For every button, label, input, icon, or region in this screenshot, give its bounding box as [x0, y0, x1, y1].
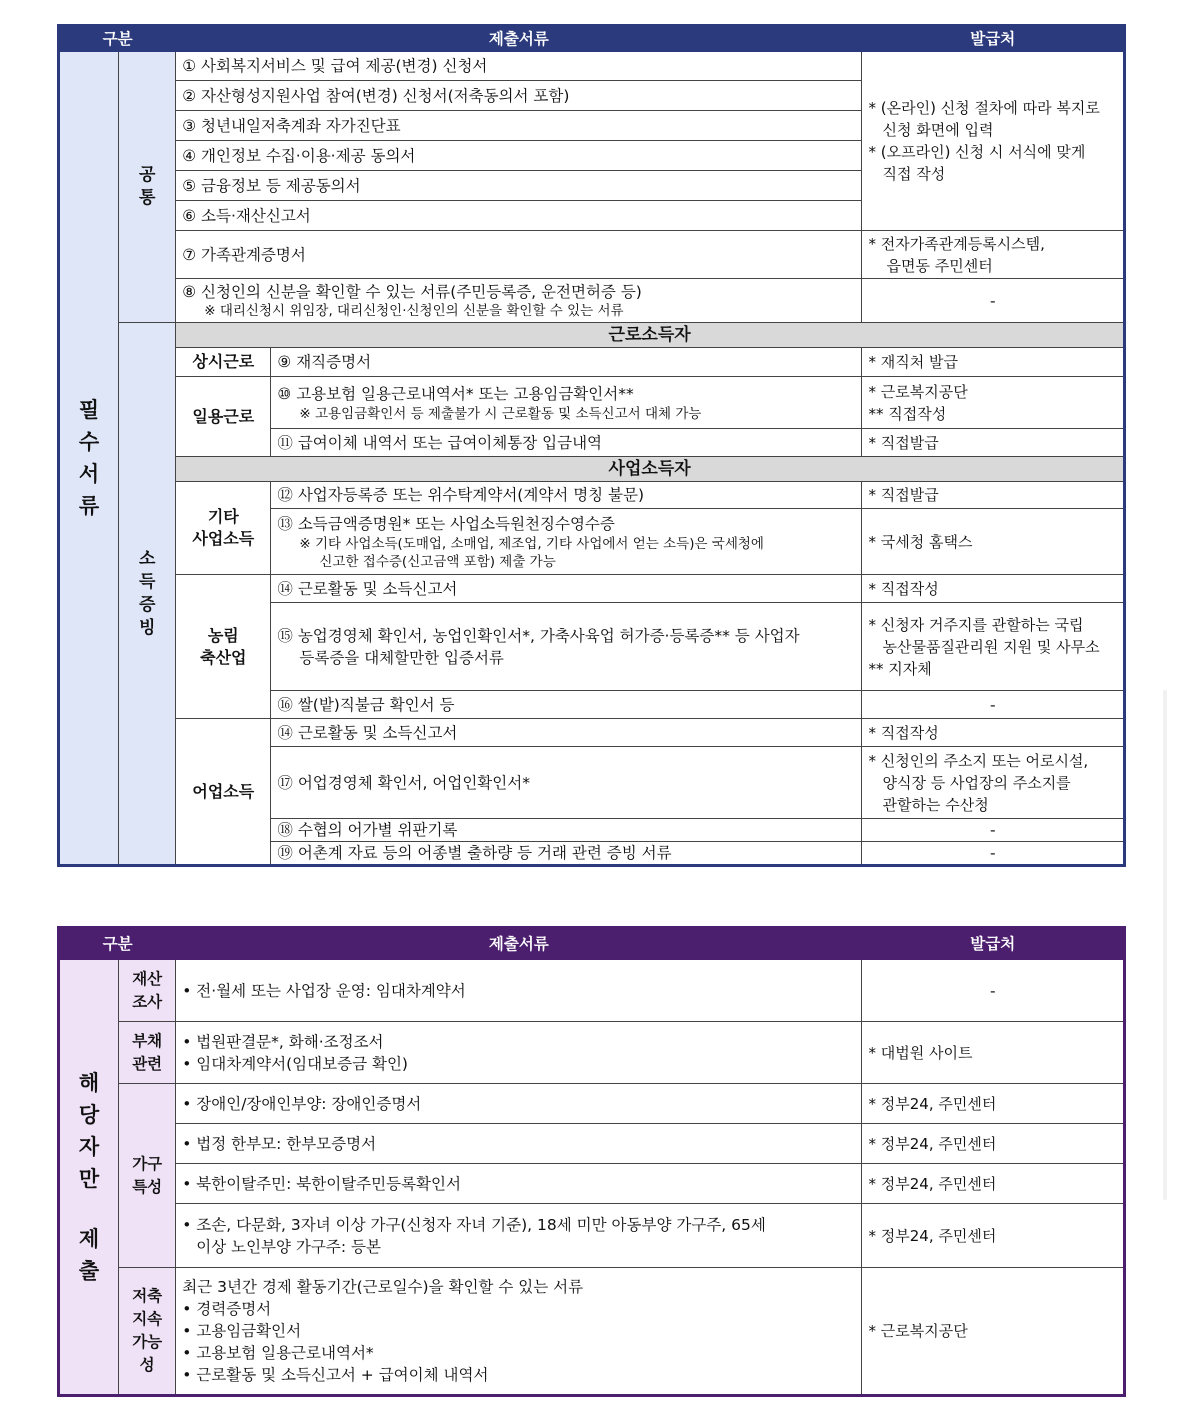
table-header: [59, 26, 1125, 52]
band-earned-income: [59, 323, 1125, 348]
doc-14-farm: ⑭ 근로활동 및 소득신고서: [271, 575, 862, 603]
category-required: 필 수 서 류: [59, 52, 119, 866]
group-farming: 농림 축산업: [176, 575, 271, 719]
issuer-13: * 국세청 홈택스: [862, 509, 1125, 575]
table-row: [59, 231, 1125, 279]
doc-family-register: • 조손, 다문화, 3자녀 이상 가구(신청자 자녀 기준), 18세 미만 아동부양 가구주, 65세 이상 노인부양 가구주: 등본: [176, 1204, 862, 1268]
issuer-17: * 신청인의 주소지 또는 어로시설, 양식장 등 사업장의 주소지를 관할하는 수산청: [862, 747, 1125, 819]
header-category: 구분: [59, 928, 176, 960]
doc-5: ⑤ 금융정보 등 제공동의서: [176, 171, 862, 201]
doc-8: ⑧ 신청인의 신분을 확인할 수 있는 서류(주민등록증, 운전면허증 등) ※ 대리신청시 위임장, 대리신청인·신청인의 신분을 확인할 수 있는 서류: [176, 279, 862, 323]
doc-6: ⑥ 소득·재산신고서: [176, 201, 862, 231]
issuer-19: -: [862, 842, 1125, 866]
doc-property: • 전·월세 또는 사업장 운영: 임대차계약서: [176, 960, 862, 1022]
issuer-16: -: [862, 691, 1125, 719]
issuer-14-fish: * 직접작성: [862, 719, 1125, 747]
table-row: [59, 1084, 1125, 1124]
doc-12: ⑫ 사업자등록증 또는 위수탁계약서(계약서 명칭 불문): [271, 482, 862, 509]
subcategory-common: 공 통: [119, 52, 176, 323]
doc-10: ⑩ 고용보험 일용근로내역서* 또는 고용임금확인서** ※ 고용임금확인서 등 제출불가 시 근로활동 및 소득신고서 대체 가능: [271, 377, 862, 429]
doc-1: ① 사회복지서비스 및 급여 제공(변경) 신청서: [176, 52, 862, 81]
issuer-family-register: * 정부24, 주민센터: [862, 1204, 1125, 1268]
issuer-defector: * 정부24, 주민센터: [862, 1164, 1125, 1204]
group-regular: 상시근로: [176, 348, 271, 377]
header-documents: 제출서류: [176, 26, 862, 52]
issuer-7: * 전자가족관계등록시스템, 읍면동 주민센터: [862, 231, 1125, 279]
doc-debt: • 법원판결문*, 화해·조정조서 • 임대차계약서(임대보증금 확인): [176, 1022, 862, 1084]
issuer-14-farm: * 직접작성: [862, 575, 1125, 603]
issuer-property: -: [862, 960, 1125, 1022]
doc-9: ⑨ 재직증명서: [271, 348, 862, 377]
table-row: [59, 960, 1125, 1022]
table-header: [59, 928, 1125, 960]
issuer-10: * 근로복지공단 ** 직접작성: [862, 377, 1125, 429]
doc-13: ⑬ 소득금액증명원* 또는 사업소득원천징수영수증 ※ 기타 사업소득(도매업, 소매업, 제조업, 기타 사업에서 얻는 소득)은 국세청에 신고한 접수증(신고금액 포함) 제출 가능: [271, 509, 862, 575]
issuer-9: * 재직처 발급: [862, 348, 1125, 377]
table-row: [59, 1204, 1125, 1268]
group-fishery: 어업소득: [176, 719, 271, 866]
table-row: [59, 279, 1125, 323]
header-documents: 제출서류: [176, 928, 862, 960]
doc-17: ⑰ 어업경영체 확인서, 어업인확인서*: [271, 747, 862, 819]
table-row: [59, 348, 1125, 377]
issuer-single-parent: * 정부24, 주민센터: [862, 1124, 1125, 1164]
doc-14-fish: ⑭ 근로활동 및 소득신고서: [271, 719, 862, 747]
subcategory-savings: 저축 지속 가능 성: [119, 1268, 176, 1396]
doc-single-parent: • 법정 한부모: 한부모증명서: [176, 1124, 862, 1164]
earned-income-label: 근로소득자: [176, 323, 1125, 348]
subcategory-household: 가구 특성: [119, 1084, 176, 1268]
header-issuer: 발급처: [862, 26, 1125, 52]
issuer-11: * 직접발급: [862, 429, 1125, 457]
issuer-15: * 신청자 거주지를 관할하는 국립 농산물품질관리원 지원 및 사무소 ** 지자체: [862, 603, 1125, 691]
table-row: [59, 1268, 1125, 1396]
table-row: [59, 1164, 1125, 1204]
subcategory-property: 재산 조사: [119, 960, 176, 1022]
table-row: [59, 575, 1125, 603]
issuer-18: -: [862, 819, 1125, 842]
doc-18: ⑱ 수협의 어가별 위판기록: [271, 819, 862, 842]
issuer-disability: * 정부24, 주민센터: [862, 1084, 1125, 1124]
scrollbar-track[interactable]: [1163, 690, 1167, 1200]
business-income-label: 사업소득자: [176, 457, 1125, 482]
issuer-8: -: [862, 279, 1125, 323]
band-business-income: [59, 457, 1125, 482]
header-issuer: 발급처: [862, 928, 1125, 960]
header-category: 구분: [59, 26, 176, 52]
category-applicable-only: 해 당 자 만 제 출: [59, 960, 119, 1396]
table-row: [59, 1124, 1125, 1164]
table-row: [59, 1022, 1125, 1084]
doc-4: ④ 개인정보 수집·이용·제공 동의서: [176, 141, 862, 171]
table-row: [59, 482, 1125, 509]
doc-16: ⑯ 쌀(밭)직불금 확인서 등: [271, 691, 862, 719]
table-row: [59, 377, 1125, 429]
issuer-savings: * 근로복지공단: [862, 1268, 1125, 1396]
issuer-online-offline: * (온라인) 신청 절차에 따라 복지로 신청 화면에 입력 * (오프라인) 신청 시 서식에 맞게 직접 작성: [862, 52, 1125, 231]
doc-disability: • 장애인/장애인부양: 장애인증명서: [176, 1084, 862, 1124]
subcategory-debt: 부채 관련: [119, 1022, 176, 1084]
doc-3: ③ 청년내일저축계좌 자가진단표: [176, 111, 862, 141]
doc-7: ⑦ 가족관계증명서: [176, 231, 862, 279]
table-row: [59, 719, 1125, 747]
doc-19: ⑲ 어촌계 자료 등의 어종별 출하량 등 거래 관련 증빙 서류: [271, 842, 862, 866]
doc-defector: • 북한이탈주민: 북한이탈주민등록확인서: [176, 1164, 862, 1204]
subcategory-income: 소 득 증 빙: [119, 323, 176, 866]
required-documents-table: [57, 24, 1126, 867]
doc-11: ⑪ 급여이체 내역서 또는 급여이체통장 입금내역: [271, 429, 862, 457]
doc-2: ② 자산형성지원사업 참여(변경) 신청서(저축동의서 포함): [176, 81, 862, 111]
group-other-business: 기타 사업소득: [176, 482, 271, 575]
issuer-debt: * 대법원 사이트: [862, 1022, 1125, 1084]
issuer-12: * 직접발급: [862, 482, 1125, 509]
doc-15: ⑮ 농업경영체 확인서, 농업인확인서*, 가축사육업 허가증·등록증** 등 사업자 등록증을 대체할만한 입증서류: [271, 603, 862, 691]
applicable-documents-table: [57, 926, 1126, 1397]
doc-savings: 최근 3년간 경제 활동기간(근로일수)을 확인할 수 있는 서류 • 경력증명서 • 고용임금확인서 • 고용보험 일용근로내역서* • 근로활동 및 소득신고서 + 급여이체 내역서: [176, 1268, 862, 1396]
group-daily: 일용근로: [176, 377, 271, 457]
table-row: [59, 52, 1125, 81]
